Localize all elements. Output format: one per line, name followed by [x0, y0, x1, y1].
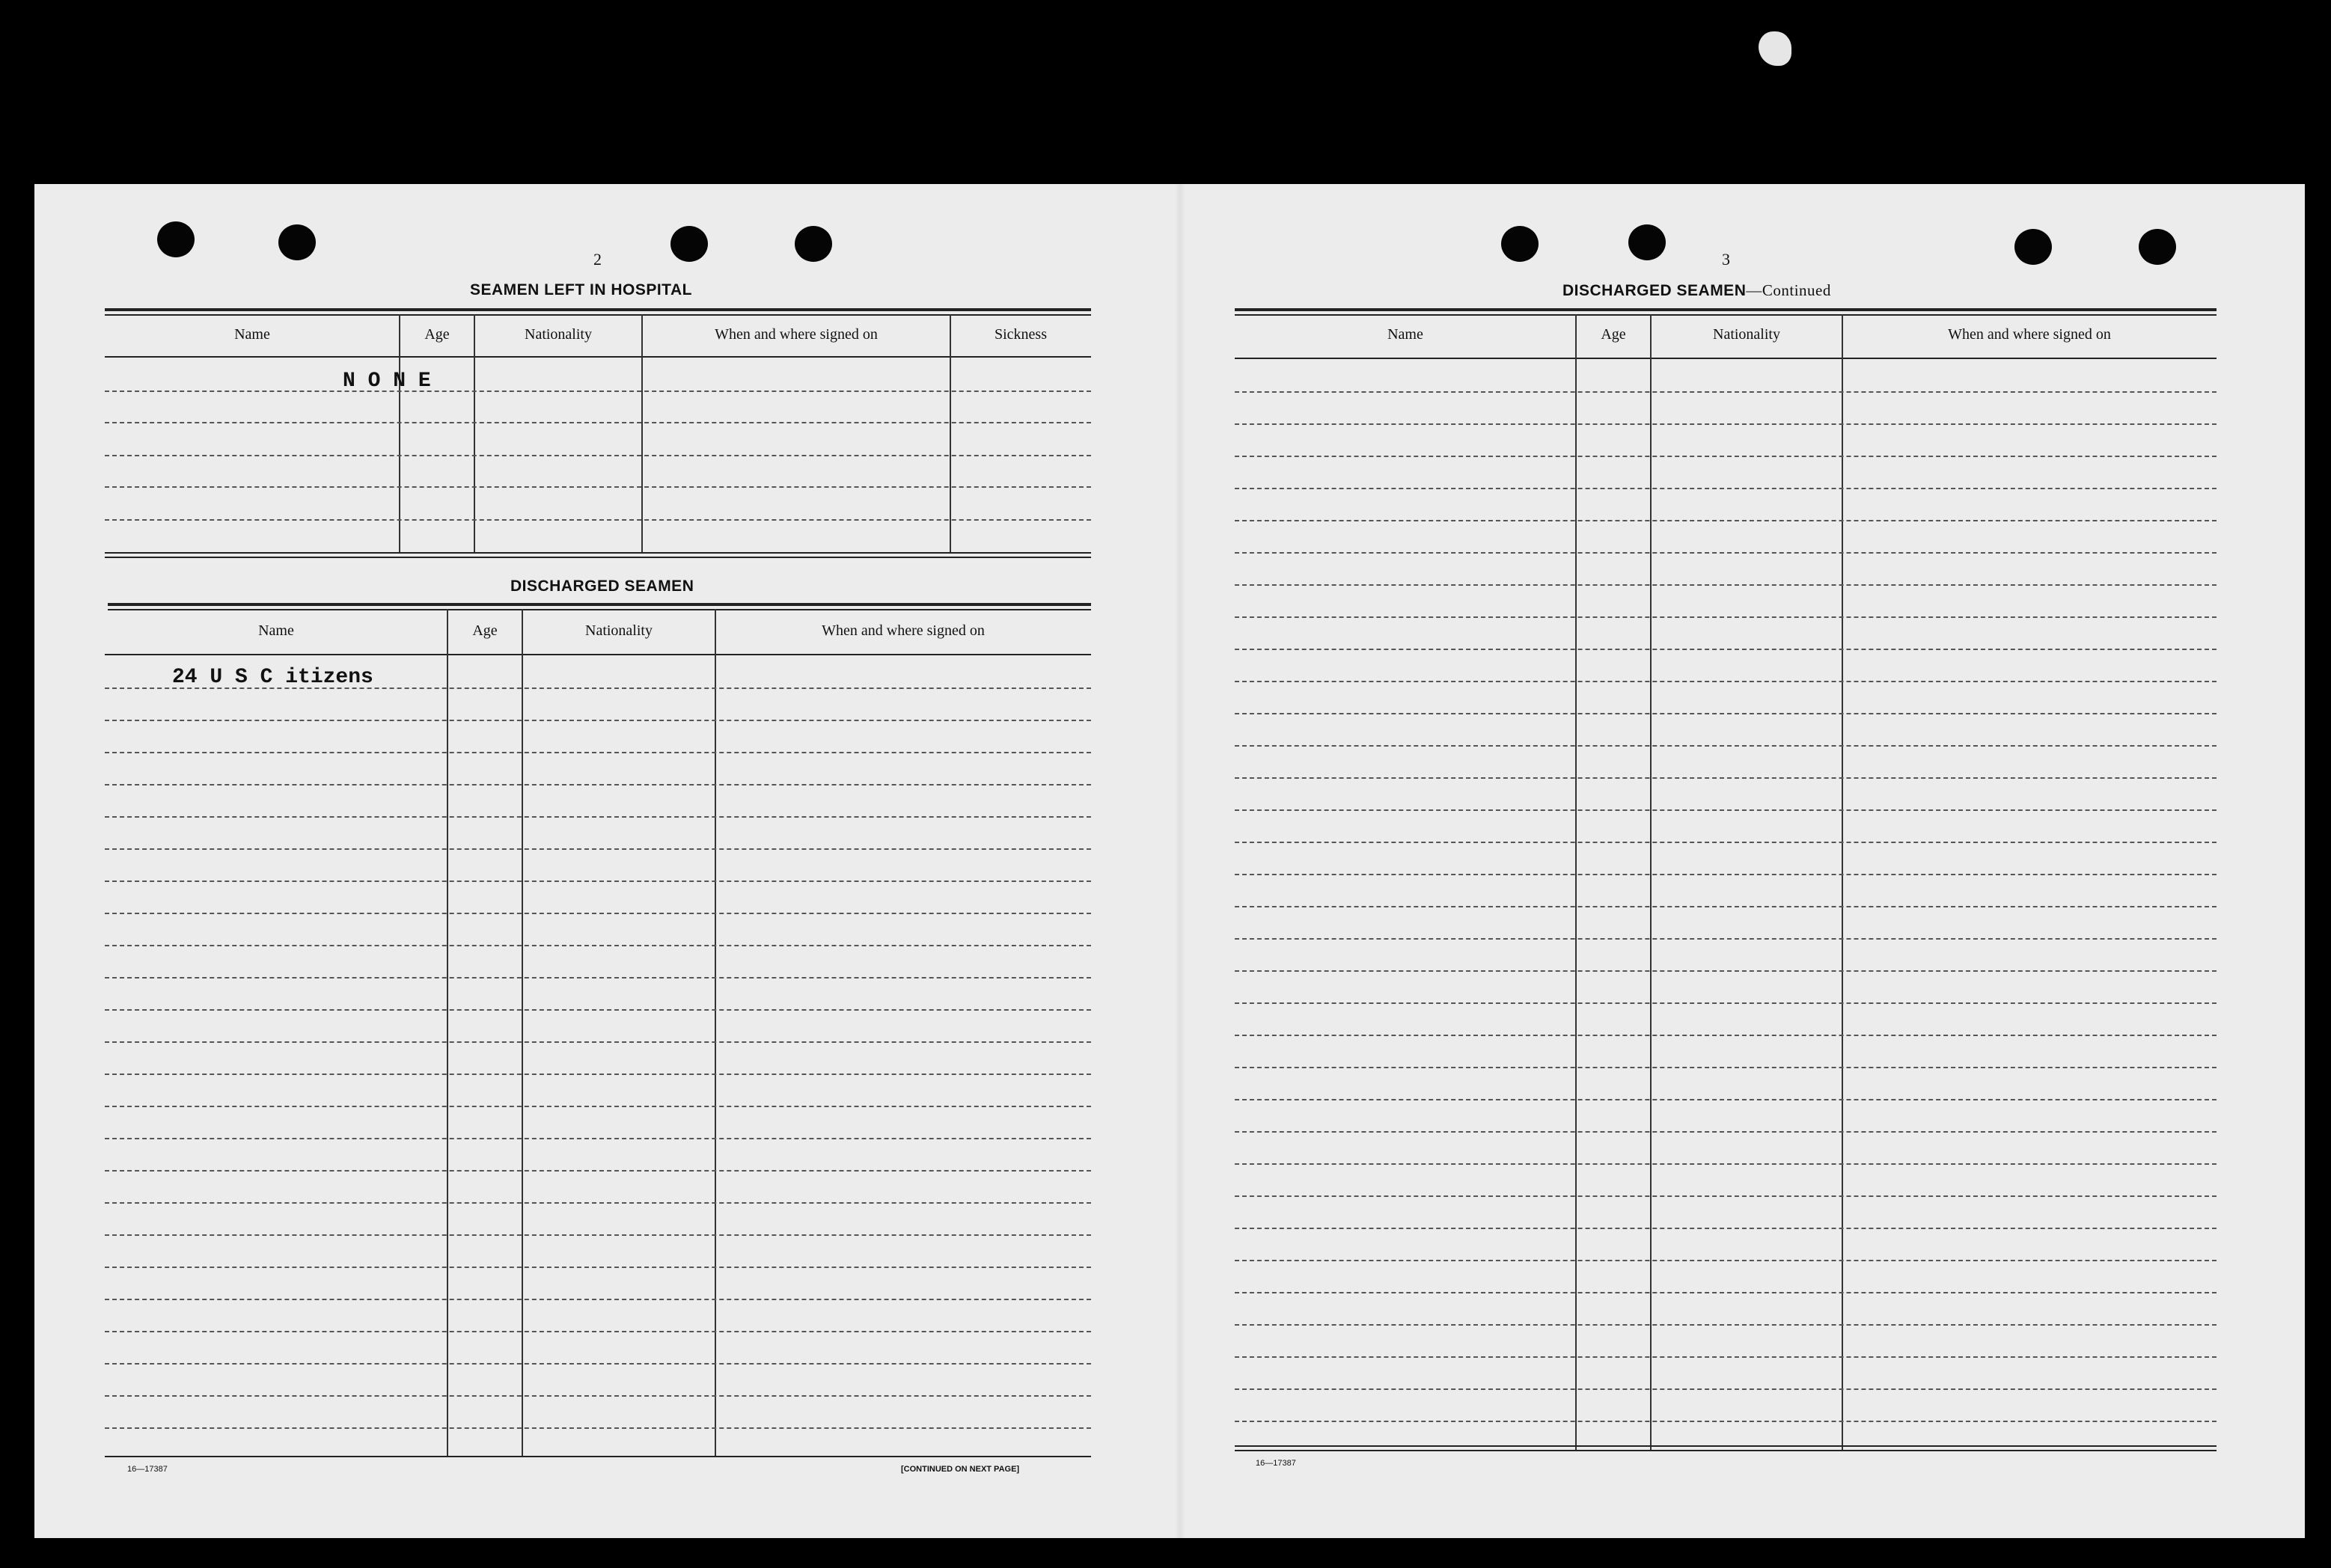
table-bottom-rule: [1235, 1445, 2217, 1447]
paper-speck: [1759, 31, 1791, 66]
table-row: [1235, 616, 2217, 618]
table-row: [1235, 1099, 2217, 1100]
table-row: [1235, 456, 2217, 457]
table-row: [1235, 842, 2217, 843]
table-row: [1235, 1163, 2217, 1165]
punch-hole: [1501, 226, 1539, 262]
col-header-signed-on: When and where signed on: [822, 622, 985, 639]
table-row: [105, 391, 1091, 392]
table-top-rule: [105, 308, 1091, 311]
table-bottom-rule: [105, 1456, 1091, 1457]
table-row: [105, 422, 1091, 423]
col-header-nationality: Nationality: [585, 622, 653, 639]
table-top-rule: [108, 609, 1091, 610]
table-bottom-rule: [1235, 1450, 2217, 1451]
table-row: [1235, 713, 2217, 714]
discharged-section-title: DISCHARGED SEAMEN: [510, 578, 694, 595]
table-row: [1235, 906, 2217, 907]
table-row: [105, 1009, 1091, 1011]
punch-hole: [670, 226, 708, 262]
discharged-entry: 24 U S C itizens: [172, 666, 373, 689]
table-row: [105, 1106, 1091, 1107]
table-row: [105, 1041, 1091, 1043]
table-row: [105, 720, 1091, 721]
col-header-signed-on: When and where signed on: [715, 326, 878, 343]
table-row: [1235, 649, 2217, 650]
table-row: [105, 945, 1091, 946]
table-row: [105, 816, 1091, 818]
table-bottom-rule: [105, 557, 1091, 558]
table-row: [105, 455, 1091, 456]
col-header-nationality: Nationality: [1713, 326, 1780, 343]
col-header-age: Age: [472, 622, 498, 639]
page-number: 3: [1722, 250, 1730, 269]
discharged-continued-rows: [1235, 359, 2217, 1444]
table-top-rule: [108, 603, 1091, 606]
punch-hole: [1628, 224, 1666, 260]
table-row: [105, 1427, 1091, 1429]
table-row: [1235, 1324, 2217, 1326]
table-row: [105, 486, 1091, 488]
table-row: [105, 1234, 1091, 1236]
table-row: [105, 977, 1091, 979]
col-header-signed-on: When and where signed on: [1948, 326, 2111, 343]
table-row: [105, 1299, 1091, 1300]
table-row: [105, 1267, 1091, 1268]
col-header-name: Name: [258, 622, 294, 639]
table-row: [1235, 1421, 2217, 1422]
table-row: [1235, 1388, 2217, 1390]
table-row: [105, 1074, 1091, 1075]
col-header-nationality: Nationality: [525, 326, 592, 343]
table-row: [1235, 745, 2217, 747]
table-row: [1235, 1035, 2217, 1036]
table-row: [1235, 1131, 2217, 1133]
table-row: [105, 784, 1091, 785]
table-row: [1235, 488, 2217, 489]
col-header-sickness: Sickness: [995, 326, 1047, 343]
table-row: [105, 752, 1091, 753]
table-row: [1235, 1067, 2217, 1068]
table-row: [105, 519, 1091, 521]
table-row: [1235, 681, 2217, 682]
table-row: [105, 848, 1091, 850]
table-top-rule: [1235, 314, 2217, 316]
col-header-age: Age: [1601, 326, 1626, 343]
form-number: 16—17387: [1256, 1459, 1296, 1468]
table-row: [105, 1202, 1091, 1204]
table-row: [1235, 1228, 2217, 1229]
form-number: 16—17387: [127, 1465, 168, 1474]
title-main: DISCHARGED SEAMEN: [1562, 282, 1747, 299]
table-row: [1235, 584, 2217, 586]
col-header-name: Name: [1387, 326, 1423, 343]
page-number: 2: [593, 250, 602, 269]
table-row: [1235, 520, 2217, 521]
table-row: [1235, 423, 2217, 425]
hospital-entry: N O N E: [343, 370, 431, 393]
punch-hole: [2014, 229, 2052, 265]
discharged-rows: [105, 655, 1091, 1456]
table-row: [1235, 1292, 2217, 1293]
punch-hole: [2139, 229, 2176, 265]
table-top-rule: [105, 314, 1091, 316]
table-row: [1235, 552, 2217, 554]
title-continued: —Continued: [1746, 281, 1831, 299]
table-row: [1235, 809, 2217, 811]
table-row: [1235, 970, 2217, 972]
table-row: [1235, 874, 2217, 875]
table-row: [1235, 1356, 2217, 1358]
table-row: [1235, 1002, 2217, 1004]
table-row: [105, 881, 1091, 882]
discharged-continued-title: [1562, 281, 1831, 300]
table-row: [1235, 1195, 2217, 1197]
punch-hole: [795, 226, 832, 262]
table-row: [105, 1363, 1091, 1365]
hospital-rows: [105, 358, 1091, 554]
table-row: [105, 1138, 1091, 1139]
col-header-age: Age: [424, 326, 450, 343]
punch-hole: [157, 221, 195, 257]
table-top-rule: [1235, 308, 2217, 311]
table-row: [105, 1331, 1091, 1332]
continued-note: [CONTINUED ON NEXT PAGE]: [901, 1465, 1020, 1474]
table-row: [1235, 938, 2217, 940]
table-row: [1235, 391, 2217, 393]
hospital-section-title: SEAMEN LEFT IN HOSPITAL: [470, 281, 692, 298]
table-bottom-rule: [105, 552, 1091, 554]
table-row: [105, 1170, 1091, 1172]
table-row: [105, 913, 1091, 914]
page-fold: [1175, 184, 1185, 1538]
table-row: [105, 1395, 1091, 1397]
table-row: [1235, 777, 2217, 779]
punch-hole: [278, 224, 316, 260]
col-header-name: Name: [234, 326, 270, 343]
table-row: [1235, 1260, 2217, 1261]
